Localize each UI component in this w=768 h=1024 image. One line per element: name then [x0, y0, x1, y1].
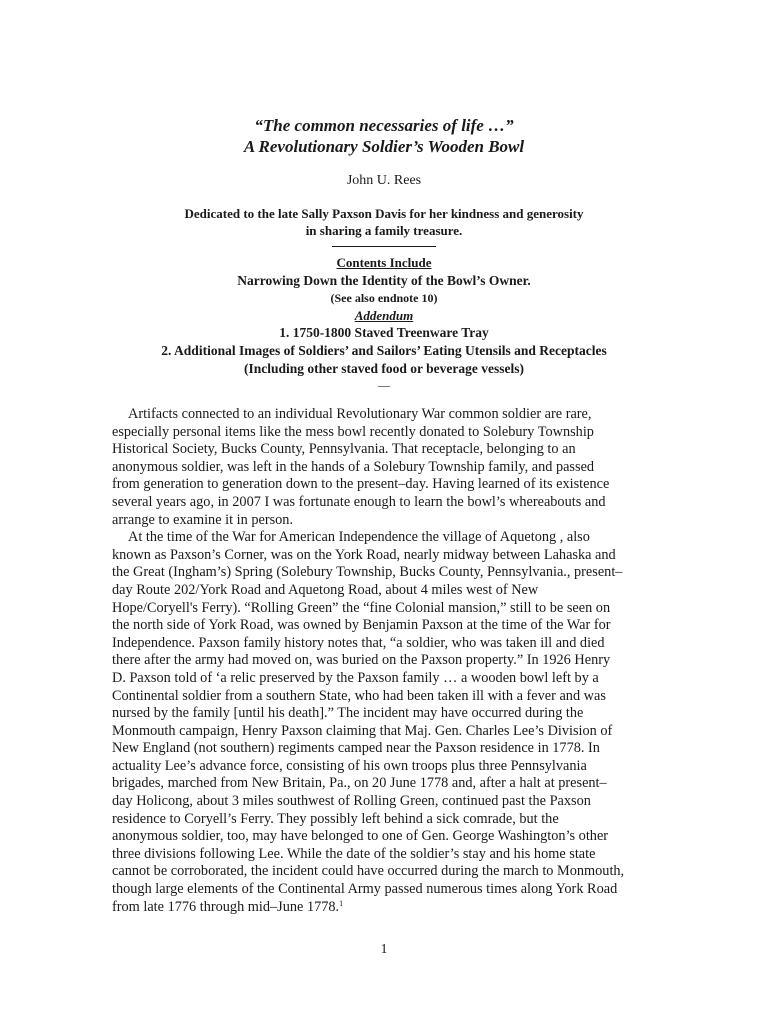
text-line: Hope/Coryell's Ferry). “Rolling Green” the “fine Colonial mansion,” still to be seen on	[112, 599, 611, 616]
document-title	[0, 115, 768, 157]
text-line: three divisions following Lee. While the date of the soldier’s stay and his home state	[112, 845, 596, 862]
addendum-item-tray: 1. 1750-1800 Staved Treenware Tray	[279, 325, 489, 340]
dedication-line-1: Dedicated to the late Sally Paxson Davis for her kindness and generosity	[184, 206, 584, 221]
text-line: Monmouth campaign, Henry Paxson claiming that Maj. Gen. Charles Lee’s Division of	[112, 722, 613, 739]
text-line: D. Paxson told of ‘a relic preserved by the Paxson family … a wooden bowl left by a	[112, 669, 599, 686]
contents-heading: Contents Include	[336, 255, 432, 270]
addendum-item-images: 2. Additional Images of Soldiers’ and Sailors’ Eating Utensils and Receptacles	[161, 343, 607, 358]
text-line: the Great (Ingham’s) Spring (Solebury Township, Bucks County, Pennsylvania., present–	[112, 564, 623, 581]
footnote-ref[interactable]: 1	[339, 898, 344, 908]
text-line: anonymous soldier, too, may have belonged to one of Gen. George Washington’s other	[112, 828, 609, 845]
addendum-heading: Addendum	[354, 308, 414, 323]
text-line: known as Paxson’s Corner, was on the York Road, nearly midway between Lahaska and	[112, 546, 616, 563]
text-line: the north side of York Road, was owned by Benjamin Paxson at the time of the War for	[112, 617, 611, 634]
text-line: cannot be corroborated, the incident could have occurred during the march to Monmouth,	[112, 863, 625, 880]
text-line: day Route 202/York Road and Aquetong Road, about 4 miles west of New	[112, 581, 539, 598]
text-line: New England (not southern) regiments camped near the Paxson residence in 1778. In	[112, 740, 600, 757]
text-line: day Holicong, about 3 miles southwest of Rolling Green, continued past the Paxson	[112, 793, 591, 810]
text-line: anonymous soldier, was left in the hands of a Solebury Township family, and passed	[112, 458, 595, 475]
paragraph-2	[112, 529, 647, 916]
contents-block	[0, 254, 768, 392]
text-line: arrange to examine it in person.	[112, 511, 294, 528]
dedication	[0, 206, 768, 239]
text-line: brigades, marched from New Britain, Pa., on 20 June 1778 and, after a halt at present–	[112, 775, 607, 792]
text-line-last	[112, 899, 647, 917]
addendum-item-images-note: (Including other staved food or beverage vessels)	[244, 361, 524, 376]
contents-separator: —	[378, 378, 390, 392]
text-line: Independence. Paxson family history notes that, “a soldier, who was taken ill and died	[112, 634, 605, 651]
body-text	[112, 406, 647, 916]
paragraph-1	[112, 406, 647, 529]
title-line-quote: “The common necessaries of life …”	[254, 116, 514, 135]
text-line: nursed by the family [until his death].” The incident may have occurred during the	[112, 705, 584, 722]
text-line: At the time of the War for American Independence the village of Aquetong , also	[128, 529, 590, 546]
text-line: especially personal items like the mess bowl recently donated to Solebury Township	[112, 423, 594, 440]
text-line: actuality Lee’s advance force, consisting of his own troops plus three Pennsylvania	[112, 757, 587, 774]
author-name: John U. Rees	[346, 173, 422, 188]
page-number: 1	[380, 942, 388, 957]
title-line-main: A Revolutionary Soldier’s Wooden Bowl	[243, 137, 525, 156]
divider-rule	[332, 246, 436, 247]
contents-item-owner: Narrowing Down the Identity of the Bowl’s Owner.	[237, 273, 531, 288]
text-line: Continental soldier from a southern State, who had been taken ill with a fever and was	[112, 687, 606, 704]
text-line: there after the army had moved on, was buried on the Paxson property.” In 1926 Henry	[112, 652, 611, 669]
text-line: from generation to generation down to the present–day. Having learned of its existence	[112, 476, 610, 493]
text-line: though large elements of the Continental Army passed numerous times along York Road	[112, 881, 618, 898]
text-line: several years ago, in 2007 I was fortunate enough to learn the bowl’s whereabouts and	[112, 493, 606, 510]
contents-item-owner-note: (See also endnote 10)	[330, 291, 438, 305]
dedication-line-2: in sharing a family treasure.	[305, 222, 463, 238]
text-line: residence to Coryell’s Ferry. They possibly left behind a sick comrade, but the	[112, 810, 559, 827]
text-line: Historical Society, Bucks County, Pennsylvania. That receptacle, belonging to an	[112, 441, 576, 458]
text-line: Artifacts connected to an individual Revolutionary War common soldier are rare,	[128, 406, 592, 422]
text-line-last-text: from late 1776 through mid–June 1778.	[112, 898, 340, 915]
